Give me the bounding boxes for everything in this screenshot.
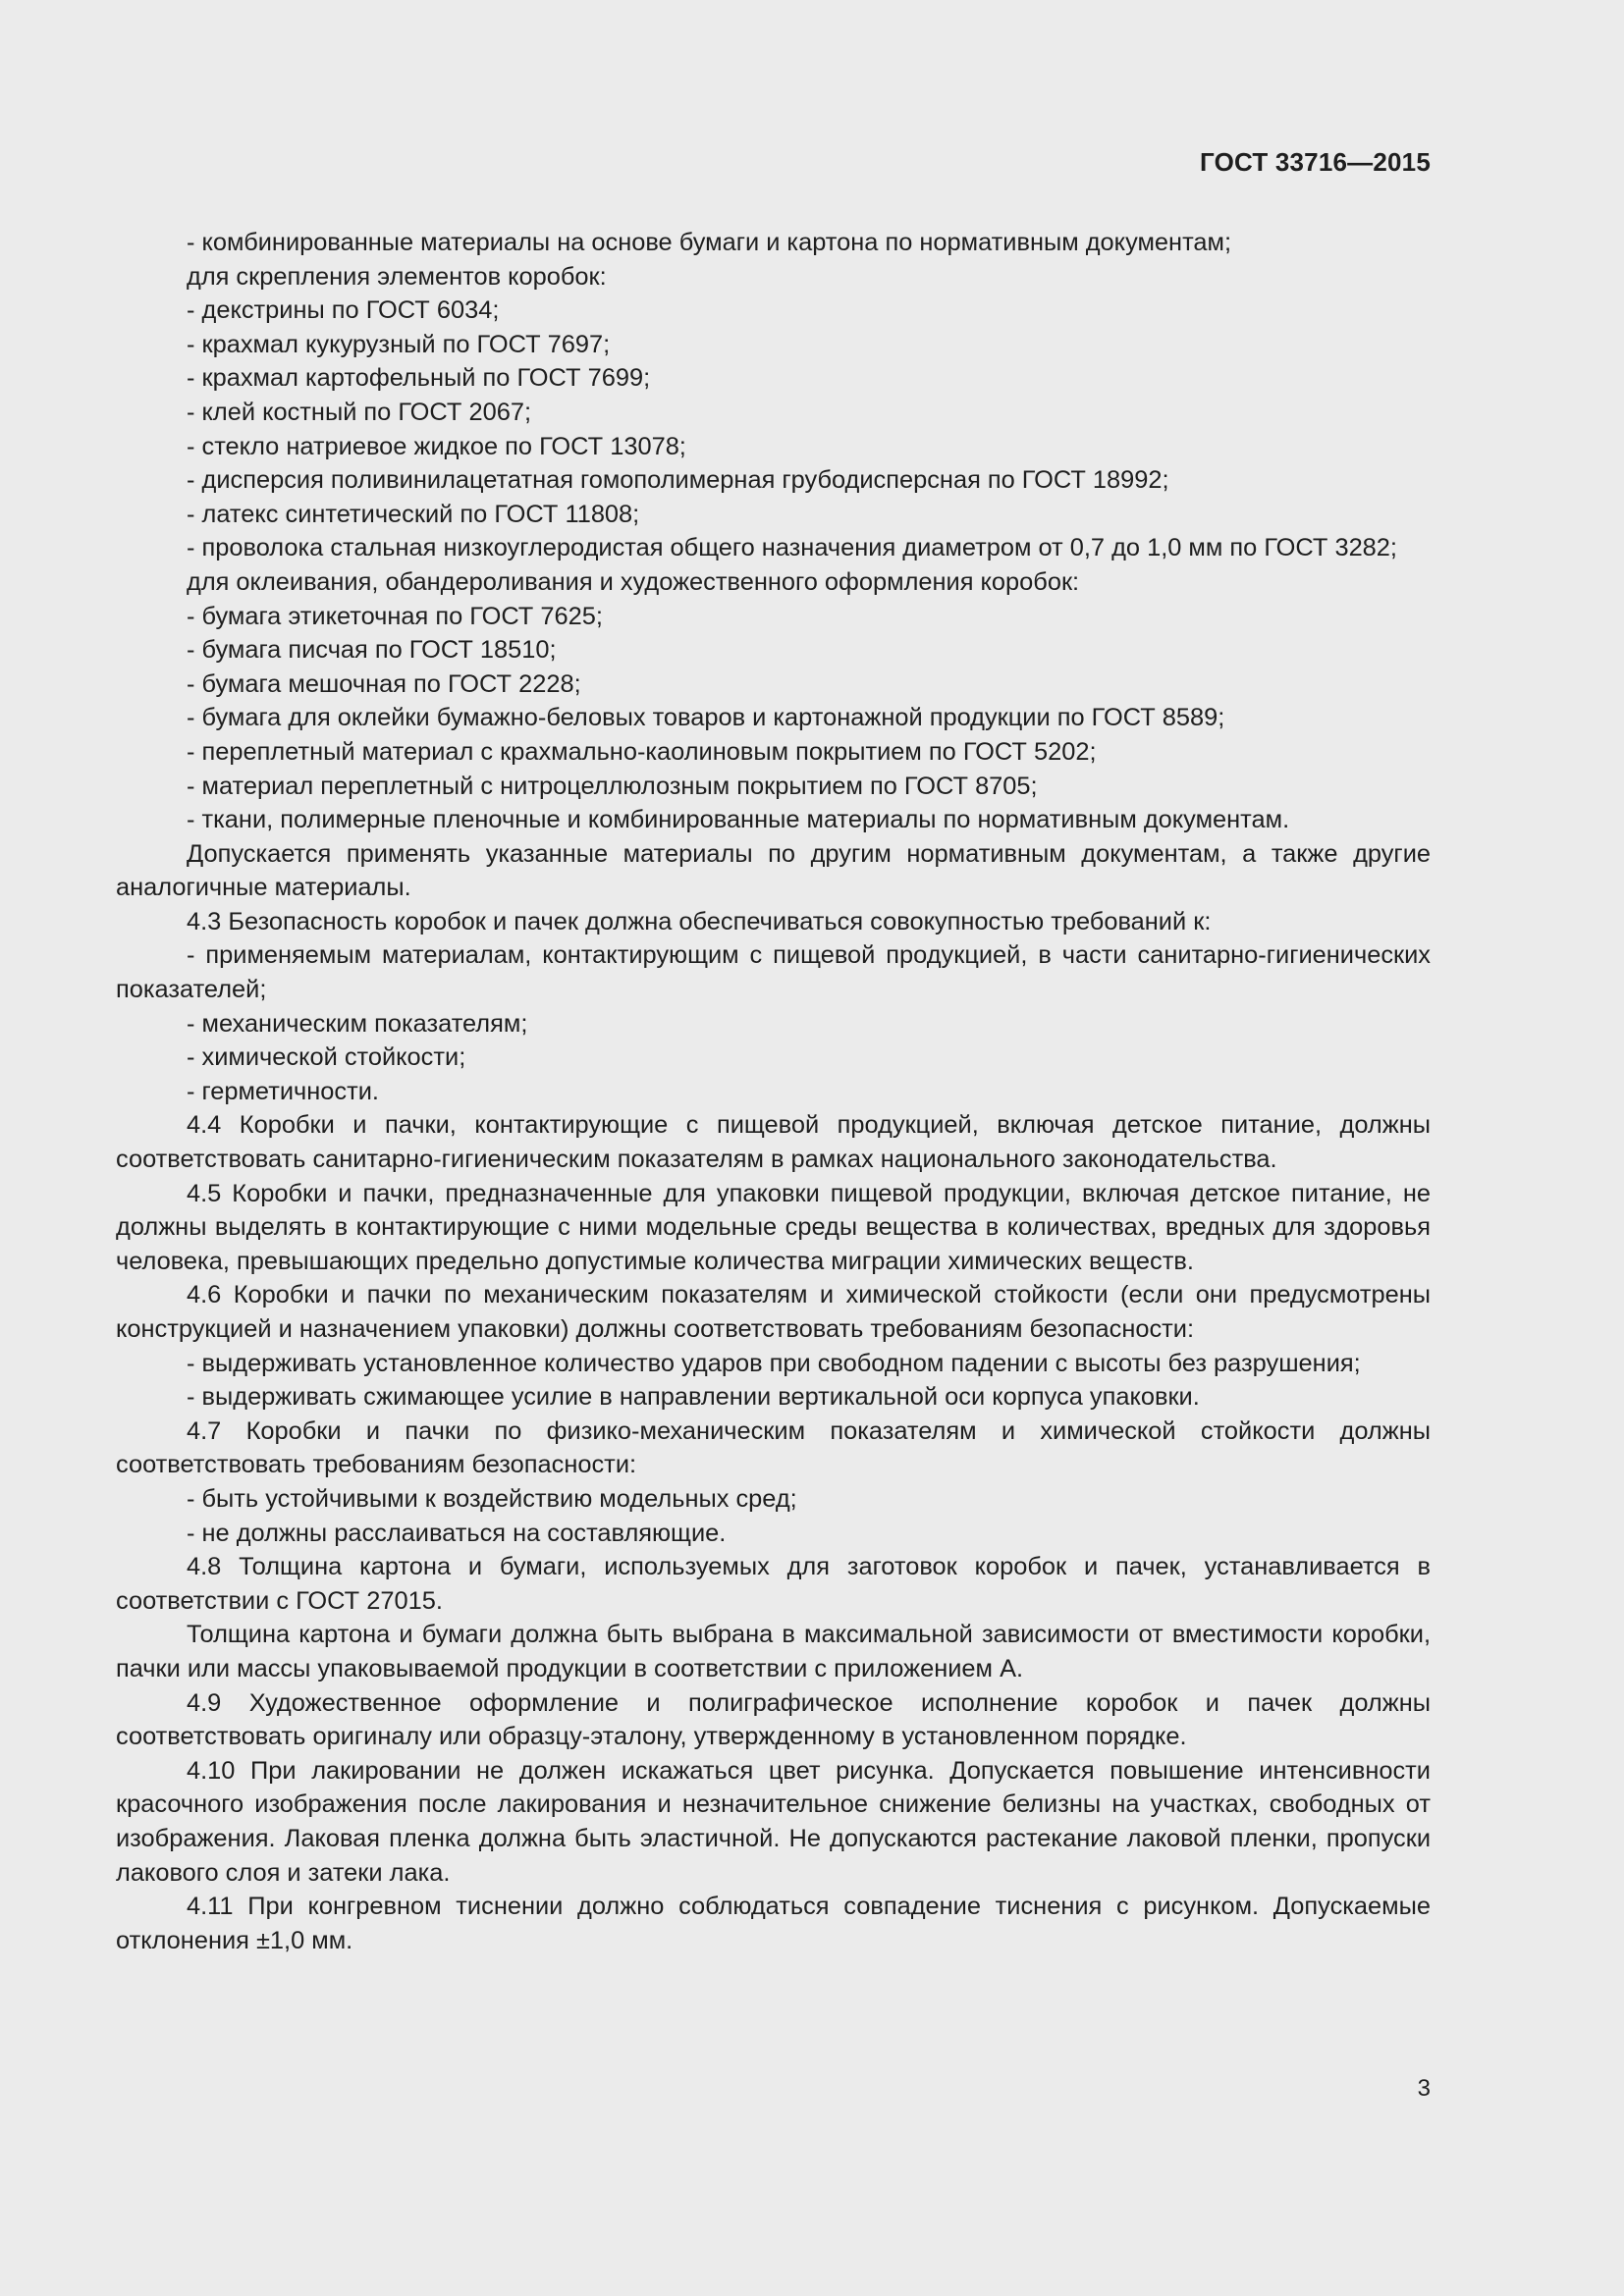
- list-item: - крахмал картофельный по ГОСТ 7699;: [187, 364, 651, 393]
- list-item: - декстрины по ГОСТ 6034;: [187, 296, 500, 325]
- list-item: - клей костный по ГОСТ 2067;: [187, 398, 532, 426]
- list-item: - бумага для оклейки бумажно-беловых товаров и картонажной продукции по ГОСТ 8589;: [187, 704, 1225, 732]
- list-item: - стекло натриевое жидкое по ГОСТ 13078;: [187, 432, 686, 460]
- clause-4-6: 4.6 Коробки и пачки по механическим показателям и химической стойкости (если они предусмотрены конструкцией и назначением упаковки) должны соответствовать требованиям безопасности:: [116, 1281, 1431, 1343]
- list-item: - ткани, полимерные пленочные и комбинированные материалы по нормативным документам.: [187, 806, 1290, 834]
- clause-4-5: 4.5 Коробки и пачки, предназначенные для упаковки пищевой продукции, включая детское питание, не должны выделять в контактирующие с ними модельные среды вещества в количествах, вредных для здоровья человека, превышающих предельно допустимые количества миграции химических веществ.: [116, 1179, 1431, 1275]
- list-item: - химической стойкости;: [187, 1043, 466, 1072]
- paragraph: для оклеивания, обандероливания и художественного оформления коробок:: [187, 567, 1080, 596]
- list-item: - бумага писчая по ГОСТ 18510;: [187, 636, 557, 665]
- paragraph: Толщина картона и бумаги должна быть выбрана в максимальной зависимости от вместимости коробки, пачки или массы упаковываемой продукции в соответствии с приложением А.: [116, 1621, 1431, 1682]
- paragraph: Допускается применять указанные материалы по другим нормативным документам, а также другие аналогичные материалы.: [116, 839, 1431, 902]
- page-number: 3: [1417, 2075, 1431, 2102]
- list-item: - герметичности.: [187, 1077, 379, 1105]
- list-item: - латекс синтетический по ГОСТ 11808;: [187, 500, 640, 528]
- clause-4-7: 4.7 Коробки и пачки по физико-механическим показателям и химической стойкости должны соответствовать требованиям безопасности:: [116, 1416, 1431, 1479]
- list-item: - применяемым материалам, контактирующим с пищевой продукцией, в части санитарно-гигиенических показателей;: [116, 941, 1431, 1004]
- list-item: - дисперсия поливинилацетатная гомополимерная грубодисперсная по ГОСТ 18992;: [187, 466, 1169, 495]
- list-item: - выдерживать установленное количество ударов при свободном падении с высоты без разрушения;: [187, 1349, 1361, 1377]
- list-item: - бумага мешочная по ГОСТ 2228;: [187, 669, 581, 698]
- clause-4-4: 4.4 Коробки и пачки, контактирующие с пищевой продукцией, включая детское питание, должны соответствовать санитарно-гигиеническим показателям в рамках национального законодательства.: [116, 1111, 1431, 1174]
- list-item: - материал переплетный с нитроцеллюлозным покрытием по ГОСТ 8705;: [187, 772, 1038, 800]
- list-item: - проволока стальная низкоуглеродистая общего назначения диаметром от 0,7 до 1,0 мм по ГОСТ 3282;: [187, 534, 1397, 562]
- list-item: - переплетный материал с крахмально-каолиновым покрытием по ГОСТ 5202;: [187, 737, 1097, 766]
- list-item: - выдерживать сжимающее усилие в направлении вертикальной оси корпуса упаковки.: [187, 1383, 1200, 1412]
- list-item: - не должны расслаиваться на составляющие.: [187, 1519, 727, 1547]
- list-item: - бумага этикеточная по ГОСТ 7625;: [187, 602, 603, 630]
- clause-4-8: 4.8 Толщина картона и бумаги, используемых для заготовок коробок и пачек, устанавливается в соответствии с ГОСТ 27015.: [116, 1553, 1431, 1615]
- list-item: - крахмал кукурузный по ГОСТ 7697;: [187, 330, 611, 358]
- list-item: - быть устойчивыми к воздействию модельных сред;: [187, 1484, 797, 1513]
- clause-4-3: 4.3 Безопасность коробок и пачек должна обеспечиваться совокупностью требований к:: [187, 907, 1212, 935]
- clause-4-11: 4.11 При конгревном тиснении должно соблюдаться совпадение тиснения с рисунком. Допускаемые отклонения ±1,0 мм.: [116, 1893, 1431, 1954]
- document-header: ГОСТ 33716—2015: [1200, 147, 1431, 177]
- list-item: - комбинированные материалы на основе бумаги и картона по нормативным документам;: [187, 229, 1232, 256]
- list-item: - механическим показателям;: [187, 1009, 528, 1038]
- clause-4-10: 4.10 При лакировании не должен искажаться цвет рисунка. Допускается повышение интенсивности красочного изображения после лакирования и незначительное снижение белизны на участках, свободных от изображения. Лаковая пленка должна быть эластичной. Не допускаются растекание лаковой пленки, пропуски лакового слоя и затеки лака.: [116, 1756, 1431, 1887]
- paragraph: для скрепления элементов коробок:: [187, 262, 607, 291]
- clause-4-9: 4.9 Художественное оформление и полиграфическое исполнение коробок и пачек должны соответствовать оригиналу или образцу-эталону, утвержденному в установленном порядке.: [116, 1688, 1431, 1751]
- document-body: [116, 226, 1431, 1957]
